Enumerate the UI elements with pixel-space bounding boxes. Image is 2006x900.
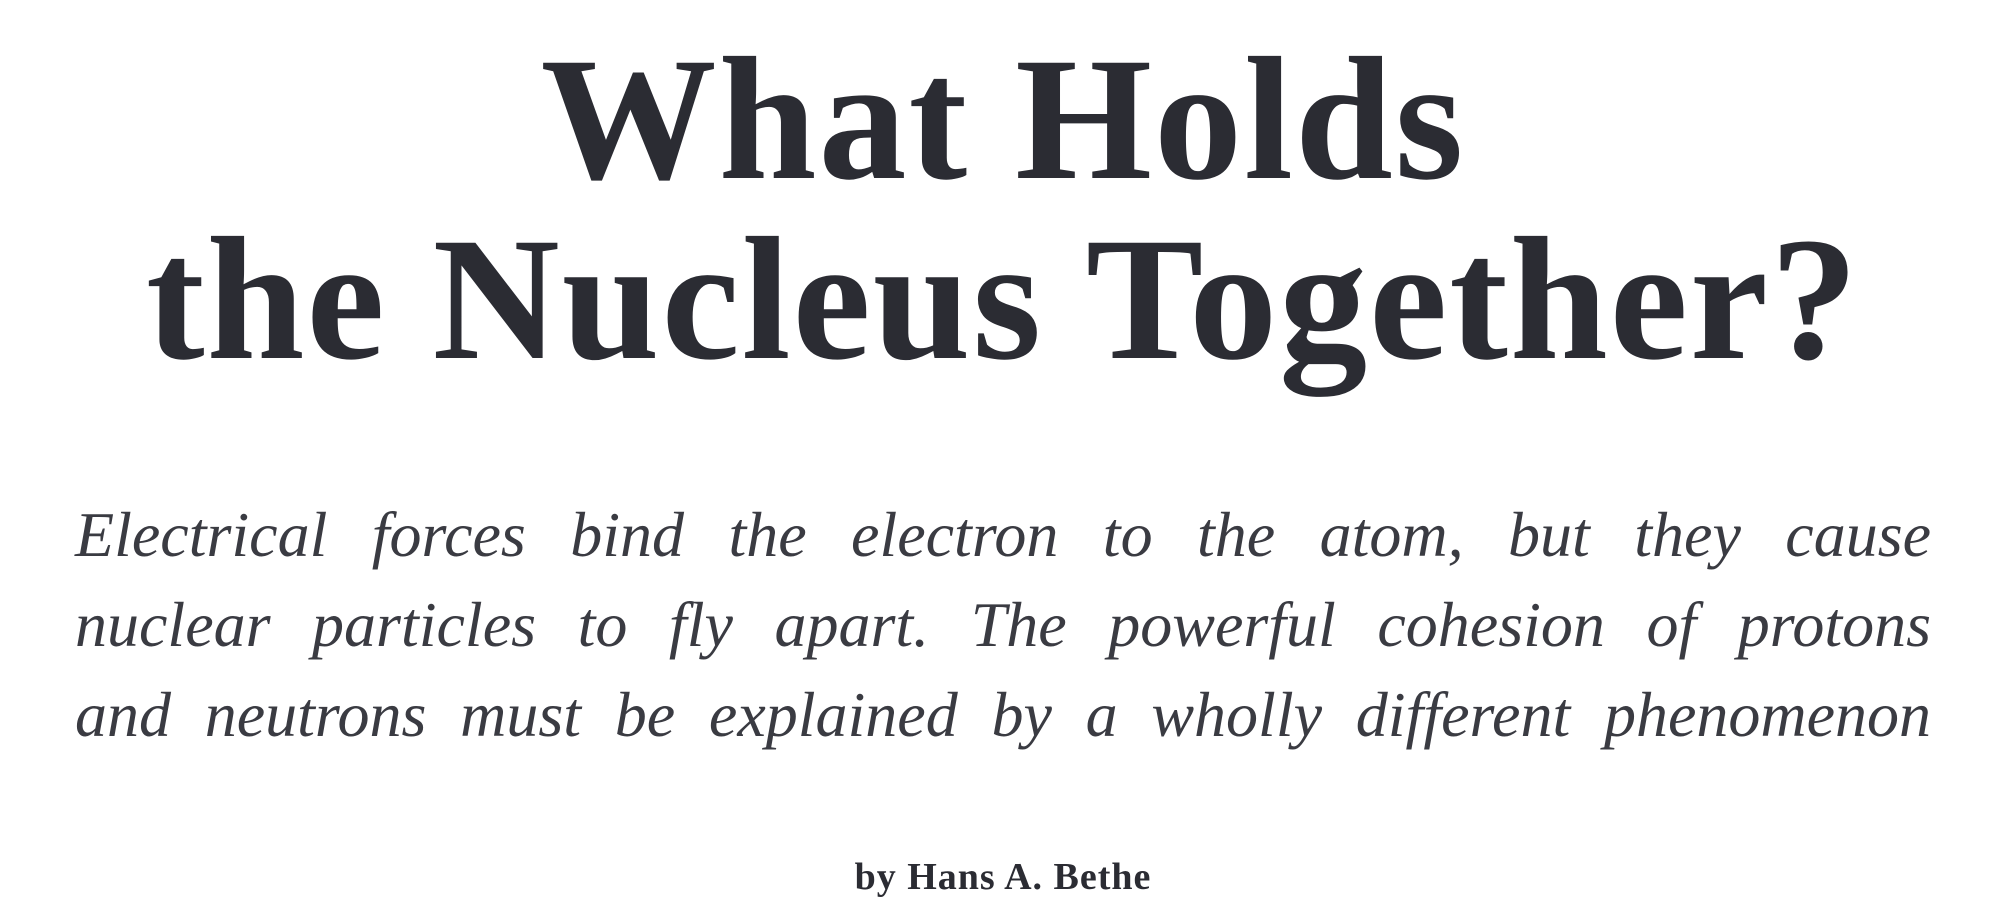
title-line: the Nucleus Together?: [146, 202, 1860, 397]
title-line: What Holds: [540, 22, 1466, 217]
dek-line: nuclear particles to fly apart. The powerful cohesion of protons: [75, 589, 1931, 660]
article-title: [0, 22, 2006, 397]
dek-line: Electrical forces bind the electron to the atom, but they cause: [75, 499, 1931, 570]
author-byline: by Hans A. Bethe: [854, 856, 1152, 898]
dek-line: and neutrons must be explained by a wholly different phenomenon: [75, 679, 1931, 750]
article-dek: [75, 490, 1931, 760]
